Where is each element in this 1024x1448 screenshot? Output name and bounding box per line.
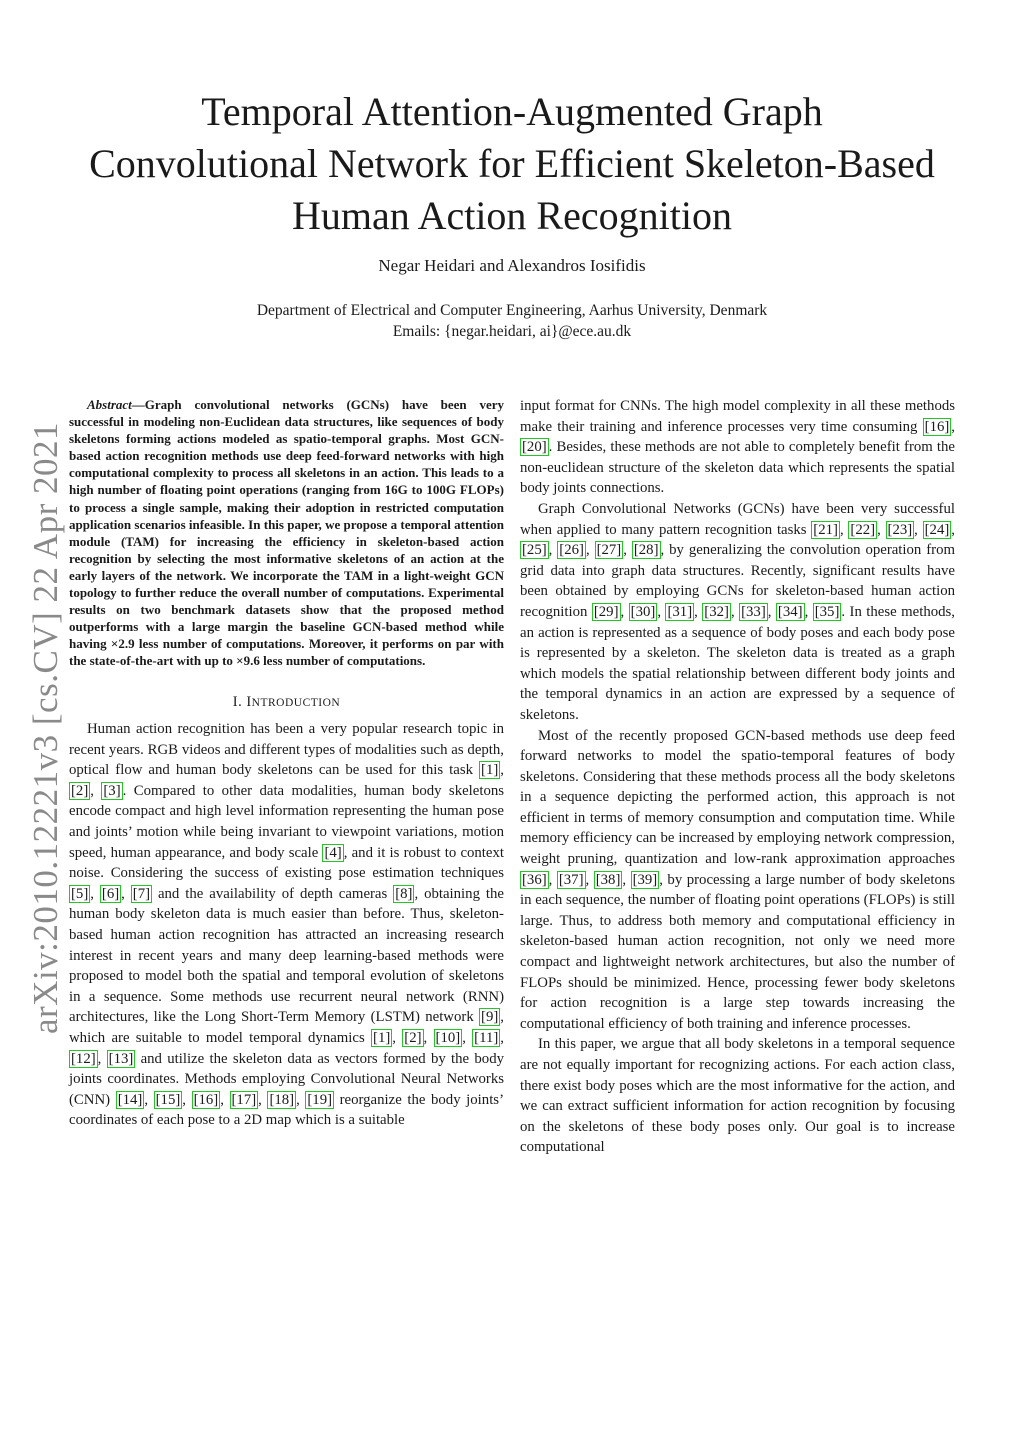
authors: Negar Heidari and Alexandros Iosifidis: [378, 256, 646, 275]
citation-link[interactable]: [6]: [101, 885, 120, 902]
body-text: ,: [500, 1030, 504, 1046]
body-text: ,: [548, 871, 557, 888]
citation-link[interactable]: [37]: [558, 871, 584, 888]
body-text: , by processing a large number of body skeletons in each sequence, the number of floating point operations (FLOPs) is still large. Thus, to address both memory and computational efficiency in skeleton-based human action recognition, not only we need more compact and lightweight network architectures, but also the number of FLOPs should be minimized. Hence, processing fewer body skeletons for action recognition is a large step towards increasing the computational efficiency of both training and inference processes.: [520, 871, 956, 1032]
citation-link[interactable]: [21]: [813, 521, 838, 538]
citation-link[interactable]: [36]: [522, 871, 547, 888]
body-text: , and it is robust to context noise. Considering the success of existing pose estimation techniques: [69, 844, 504, 882]
section-heading-numeral: I. I: [232, 693, 252, 710]
body-text: ,: [657, 603, 666, 620]
body-text: ,: [144, 1091, 154, 1108]
body-text: ,: [620, 603, 629, 620]
abstract-text: —Graph convolutional networks (GCNs) have been very successful in modeling non-Euclidean data structures, like sequences of body skeletons forming actions modeled as spatio-temporal graphs. Most GCN-based action recognition methods use deep feed-forward networks with high computational complexity to process all skeletons in an action. This leads to a high number of floating point operations (ranging from 16G to 100G FLOPs) to process a single sample, making their adoption in restricted computation application scenarios infeasible. In this paper, we propose a temporal attention module (TAM) for increasing the efficiency in skeleton-based action recognition by selecting the most informative skeletons of an action at the early layers of the network. We incorporate the TAM in a light-weight GCN topology to further reduce the overall number of computations. Experimental results on two benchmark datasets show that the proposed method outperforms with a large margin the baseline GCN-based method while having ×2.9 less number of computations. Moreover, it performs on par with the state-of-the-art with up to ×9.6 less number of computations.: [69, 397, 504, 669]
body-text: Graph Convolutional Networks (GCNs) have been very successful when applied to many pattern recognition tasks: [520, 500, 955, 538]
citation-link[interactable]: [20]: [522, 439, 547, 456]
citation-link[interactable]: [32]: [704, 603, 729, 620]
citation-link[interactable]: [31]: [667, 603, 693, 620]
body-text: ,: [97, 1050, 107, 1067]
body-text: ,: [804, 603, 813, 620]
body-text: ,: [585, 871, 594, 888]
affiliation-block: [0, 300, 1024, 342]
intro-paragraph-right: [520, 499, 955, 726]
body-text: ,: [90, 782, 102, 799]
body-text: ,: [121, 885, 131, 902]
affiliation: Department of Electrical and Computer Engineering, Aarhus University, Denmark: [256, 302, 768, 319]
body-text: . Besides, these methods are not able to completely benefit from the non-euclidean structure of the skeleton data which represents the spatial body joints connections.: [520, 439, 955, 497]
body-text: Human action recognition has been a very popular research topic in recent years. RGB videos and different types of modalities such as depth, optical flow and human body skeletons can be used for this task: [69, 721, 504, 779]
emails: Emails: {negar.heidari, ai}@ece.au.dk: [392, 323, 632, 340]
citation-link[interactable]: [11]: [474, 1030, 499, 1046]
citation-link[interactable]: [39]: [632, 871, 658, 888]
body-text: and the availability of depth cameras: [152, 885, 394, 902]
citation-link[interactable]: [1]: [373, 1030, 391, 1046]
citation-link[interactable]: [12]: [71, 1050, 96, 1067]
citation-link[interactable]: [2]: [404, 1030, 422, 1046]
body-text: ,: [182, 1091, 192, 1108]
title-line-1: Temporal Attention-Augmented Graph: [201, 89, 823, 134]
paper-title: [40, 86, 984, 242]
intro-paragraph-right: [520, 1034, 955, 1158]
citation-link[interactable]: [29]: [593, 603, 619, 620]
citation-link[interactable]: [9]: [481, 1009, 499, 1026]
citation-link[interactable]: [14]: [117, 1091, 143, 1108]
citation-link[interactable]: [1]: [481, 762, 499, 779]
citation-link[interactable]: [26]: [559, 542, 584, 559]
body-text: ,: [423, 1030, 434, 1046]
citation-link[interactable]: [28]: [633, 542, 659, 559]
citation-link[interactable]: [5]: [71, 885, 89, 902]
body-text: ,: [296, 1091, 306, 1108]
body-text: In this paper, we argue that all body skeletons in a temporal sequence are not equally important for recognizing actions. For each action class, there exist body poses which are the most informative for the action, and we can extract sufficient information for action recognition by focusing on the skeletons of these body poses only. Our goal is to increase computational: [520, 1036, 955, 1156]
citation-link[interactable]: [24]: [924, 521, 950, 538]
citation-link[interactable]: [16]: [924, 418, 950, 435]
citation-link[interactable]: [35]: [814, 603, 840, 620]
citation-link[interactable]: [16]: [193, 1091, 219, 1108]
body-text: ,: [585, 542, 595, 559]
citation-link[interactable]: [27]: [596, 542, 622, 559]
body-text: ,: [462, 1030, 473, 1046]
citation-link[interactable]: [22]: [850, 521, 876, 538]
citation-link[interactable]: [7]: [132, 885, 151, 902]
intro-paragraph-right: [520, 726, 955, 1035]
citation-link[interactable]: [3]: [103, 782, 121, 799]
intro-paragraph-right: [520, 396, 955, 499]
body-text: reorganize the body joints’ coordinates of each pose to a 2D map which is a suitable: [69, 1091, 504, 1129]
citation-link[interactable]: [30]: [630, 603, 656, 620]
citation-link[interactable]: [25]: [522, 542, 547, 559]
citation-link[interactable]: [33]: [741, 603, 766, 620]
body-text: ,: [951, 521, 955, 538]
body-text: input format for CNNs. The high model complexity in all these methods make their training and inference processes very time consuming: [520, 398, 955, 435]
body-text: ,: [548, 542, 558, 559]
left-column: [69, 396, 504, 1131]
body-text: ,: [951, 418, 955, 435]
citation-link[interactable]: [13]: [108, 1050, 134, 1067]
arxiv-stamp-text: arXiv:2010.12221v3 [cs.CV] 22 Apr 2021: [26, 421, 65, 1035]
body-text: ,: [90, 885, 100, 902]
body-text: Most of the recently proposed GCN-based methods use deep feed forward networks to model the spatio-temporal features of body skeletons. Considering that these methods process all the body skeletons in a sequence depicting the performed action, this approach is not efficient in terms of memory consumption and computation time. While memory efficiency can be increased by employing network compression, weight pruning, quantization and low-rank approximation approaches: [520, 727, 955, 868]
body-text: , by generalizing the convolution operation from grid data into graph data structures. Recently, significant results have been obtained by employing GCNs for skeleton-based human action recognition: [520, 542, 956, 620]
body-text: . Compared to other data modalities, human body skeletons encode compact and high level information representing the human pose and joints’ motion while being invariant to viewpoint variations, motion speed, human appearance, and body scale: [69, 782, 505, 861]
citation-link[interactable]: [34]: [777, 603, 803, 620]
body-text: ,: [622, 871, 631, 888]
title-line-2: Convolutional Network for Efficient Skeleton-Based: [89, 141, 935, 186]
citation-link[interactable]: [19]: [307, 1091, 333, 1108]
section-heading-rest: NTRODUCTION: [251, 696, 341, 709]
abstract: [69, 396, 504, 670]
citation-link[interactable]: [23]: [887, 521, 913, 538]
body-text: ,: [220, 1091, 230, 1108]
citation-link[interactable]: [2]: [71, 782, 89, 799]
right-column: [520, 396, 955, 1158]
section-heading-introduction: [69, 692, 504, 714]
citation-link[interactable]: [15]: [155, 1091, 181, 1108]
title-line-3: Human Action Recognition: [292, 193, 732, 238]
body-text: . In these methods, an action is represented as a sequence of body poses and each body pose is represented by a skeleton. The skeleton data is treated as a graph which models the spatial relationship between different body joints and the temporal dynamics in an action are expressed by a sequence of skeletons.: [520, 603, 955, 723]
body-text: ,: [877, 521, 886, 538]
body-text: ,: [767, 603, 776, 620]
body-text: and utilize the skeleton data as vectors formed by the body joints coordinates. Methods employing Convolutional Neural Networks (CNN): [69, 1050, 504, 1108]
body-text: ,: [258, 1091, 268, 1108]
citation-link[interactable]: [10]: [435, 1030, 461, 1046]
body-text: ,: [392, 1030, 403, 1046]
body-text: ,: [730, 603, 740, 620]
body-text: , which are suitable to model temporal dynamics: [69, 1009, 504, 1046]
body-text: ,: [500, 762, 504, 779]
citation-link[interactable]: [4]: [324, 844, 342, 861]
citation-link[interactable]: [17]: [231, 1091, 257, 1108]
intro-paragraph-left: [69, 719, 504, 1131]
body-text: ,: [694, 603, 703, 620]
body-text: ,: [914, 521, 923, 538]
citation-link[interactable]: [18]: [269, 1091, 295, 1108]
body-text: , obtaining the human body skeleton data is much easier than before. Thus, skeleton-based human action recognition has attracted an increasing research interest in recent years and many deep learning-based methods were proposed to model both the spatial and temporal evolution of skeletons in a sequence. Some methods use recurrent neural network (RNN) architectures, like the Long Short-Term Memory (LSTM) network: [69, 885, 504, 1026]
citation-link[interactable]: [8]: [395, 885, 413, 902]
abstract-lead: Abstract: [87, 397, 132, 412]
body-text: ,: [839, 521, 849, 538]
citation-link[interactable]: [38]: [595, 871, 621, 888]
body-text: ,: [623, 542, 632, 559]
